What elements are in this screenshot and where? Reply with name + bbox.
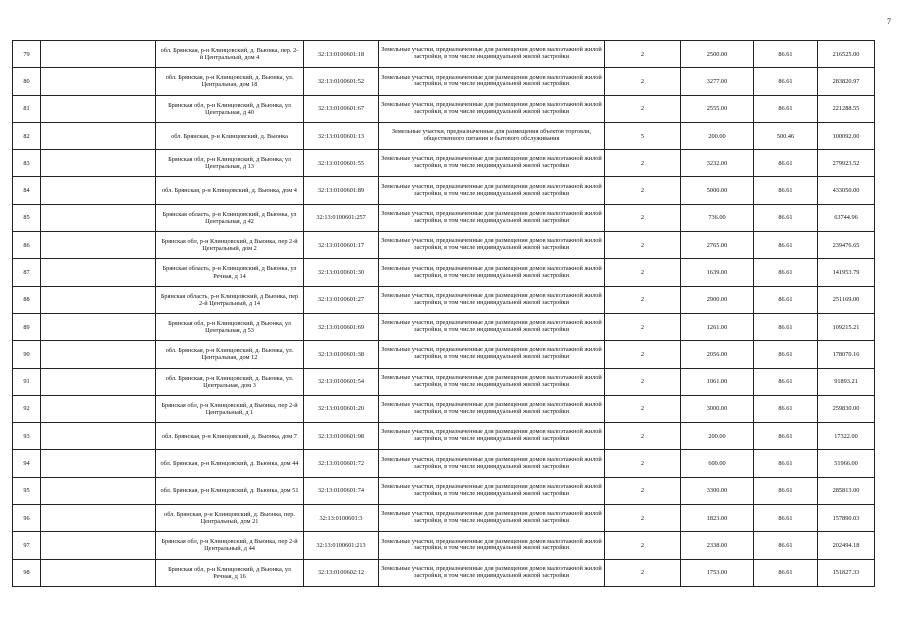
- empty-cell: [41, 423, 156, 450]
- row-number: 80: [13, 68, 41, 95]
- address-cell: Брянская обл, р-н Клинцовский, д Вьюнка, пер 2-й Центральный, д 1: [156, 395, 304, 422]
- empty-cell: [41, 95, 156, 122]
- price-per-unit-cell: 86.61: [754, 95, 818, 122]
- table-row: [13, 150, 875, 177]
- cadastral-value-cell: 202494.18: [818, 532, 875, 559]
- table-body: [13, 41, 875, 587]
- empty-cell: [41, 204, 156, 231]
- cadastral-number-cell: 32:13:0100601:38: [304, 341, 379, 368]
- empty-cell: [41, 150, 156, 177]
- address-cell: Брянская область, р-н Клинцовский, д Вьюнка, ул Центральная, д 42: [156, 204, 304, 231]
- cadastral-number-cell: 32:13:0100601:27: [304, 286, 379, 313]
- address-cell: обл. Брянская, р-н Клинцовский, д. Вьюнка, дом 51: [156, 477, 304, 504]
- cadastral-value-cell: 239476.65: [818, 232, 875, 259]
- area-cell: 2555.00: [681, 95, 754, 122]
- cadastral-value-cell: 283820.97: [818, 68, 875, 95]
- price-per-unit-cell: 86.61: [754, 41, 818, 68]
- area-cell: 2056.00: [681, 341, 754, 368]
- row-number: 85: [13, 204, 41, 231]
- table-row: [13, 532, 875, 559]
- cadastral-number-cell: 32:13:0100601:52: [304, 68, 379, 95]
- price-per-unit-cell: 86.61: [754, 368, 818, 395]
- price-per-unit-cell: 86.61: [754, 313, 818, 340]
- permitted-use-cell: Земельные участки, предназначенные для размещения домов малоэтажной жилой застройки, в том числе индивидуальной жилой застройки: [379, 41, 605, 68]
- row-number: 79: [13, 41, 41, 68]
- category-cell: 2: [605, 505, 681, 532]
- cadastral-number-cell: 32:13:0100601:20: [304, 395, 379, 422]
- address-cell: обл. Брянская, р-н Клинцовский, д. Вьюнка, дом 44: [156, 450, 304, 477]
- cadastral-value-cell: 216525.00: [818, 41, 875, 68]
- row-number: 82: [13, 122, 41, 149]
- table-row: [13, 68, 875, 95]
- cadastral-number-cell: 32:13:0100601:257: [304, 204, 379, 231]
- cadastral-value-cell: 285813.00: [818, 477, 875, 504]
- address-cell: обл. Брянская, р-н Клинцовский, д. Вьюнка, пер. 2-й Центральный, дом 4: [156, 41, 304, 68]
- row-number: 96: [13, 505, 41, 532]
- area-cell: 200.00: [681, 423, 754, 450]
- price-per-unit-cell: 86.61: [754, 150, 818, 177]
- category-cell: 2: [605, 450, 681, 477]
- empty-cell: [41, 177, 156, 204]
- cadastral-value-cell: 17322.00: [818, 423, 875, 450]
- price-per-unit-cell: 86.61: [754, 395, 818, 422]
- category-cell: 2: [605, 477, 681, 504]
- cadastral-value-cell: 251169.00: [818, 286, 875, 313]
- category-cell: 2: [605, 395, 681, 422]
- table-row: [13, 423, 875, 450]
- cadastral-number-cell: 32:13:0100601:30: [304, 259, 379, 286]
- row-number: 94: [13, 450, 41, 477]
- price-per-unit-cell: 86.61: [754, 505, 818, 532]
- page-number: 7: [887, 17, 891, 26]
- cadastral-value-cell: 178070.16: [818, 341, 875, 368]
- table-row: [13, 177, 875, 204]
- category-cell: 2: [605, 150, 681, 177]
- category-cell: 2: [605, 286, 681, 313]
- category-cell: 2: [605, 532, 681, 559]
- row-number: 91: [13, 368, 41, 395]
- permitted-use-cell: Земельные участки, предназначенные для размещения домов малоэтажной жилой застройки, в том числе индивидуальной жилой застройки: [379, 341, 605, 368]
- cadastral-number-cell: 32:13:0100601:69: [304, 313, 379, 340]
- table-row: [13, 313, 875, 340]
- table-row: [13, 122, 875, 149]
- permitted-use-cell: Земельные участки, предназначенные для размещения домов малоэтажной жилой застройки, в том числе индивидуальной жилой застройки: [379, 559, 605, 586]
- cadastral-value-cell: 109215.21: [818, 313, 875, 340]
- permitted-use-cell: Земельные участки, предназначенные для размещения домов малоэтажной жилой застройки, в том числе индивидуальной жилой застройки: [379, 232, 605, 259]
- cadastral-value-cell: 51966.00: [818, 450, 875, 477]
- area-cell: 200.00: [681, 122, 754, 149]
- cadastral-value-cell: 63744.96: [818, 204, 875, 231]
- table-row: [13, 395, 875, 422]
- row-number: 88: [13, 286, 41, 313]
- price-per-unit-cell: 86.61: [754, 423, 818, 450]
- category-cell: 2: [605, 423, 681, 450]
- category-cell: 2: [605, 559, 681, 586]
- address-cell: обл. Брянская, р-н Клинцовский, д. Вьюнка, ул. Центральная, дом 3: [156, 368, 304, 395]
- empty-cell: [41, 122, 156, 149]
- permitted-use-cell: Земельные участки, предназначенные для размещения домов малоэтажной жилой застройки, в том числе индивидуальной жилой застройки: [379, 423, 605, 450]
- address-cell: Брянская обл, р-н Клинцовский, д Вьюнка, ул Центральная, д 40: [156, 95, 304, 122]
- cadastral-number-cell: 32:13:0100601:17: [304, 232, 379, 259]
- row-number: 86: [13, 232, 41, 259]
- cadastral-value-cell: 151827.33: [818, 559, 875, 586]
- cadastral-number-cell: 32:13:0100602:12: [304, 559, 379, 586]
- permitted-use-cell: Земельные участки, предназначенные для размещения домов малоэтажной жилой застройки, в том числе индивидуальной жилой застройки: [379, 505, 605, 532]
- price-per-unit-cell: 86.61: [754, 259, 818, 286]
- cadastral-number-cell: 32:13:0100601:54: [304, 368, 379, 395]
- address-cell: Брянская обл, р-н Клинцовский, д Вьюнка, пер 2-й Центральный, д 44: [156, 532, 304, 559]
- cadastral-value-cell: 91893.21: [818, 368, 875, 395]
- row-number: 83: [13, 150, 41, 177]
- cadastral-number-cell: 32:13:0100601:72: [304, 450, 379, 477]
- table-row: [13, 341, 875, 368]
- empty-cell: [41, 313, 156, 340]
- empty-cell: [41, 259, 156, 286]
- category-cell: 2: [605, 95, 681, 122]
- table-row: [13, 259, 875, 286]
- permitted-use-cell: Земельные участки, предназначенные для размещения домов малоэтажной жилой застройки, в том числе индивидуальной жилой застройки: [379, 150, 605, 177]
- empty-cell: [41, 450, 156, 477]
- permitted-use-cell: Земельные участки, предназначенные для размещения домов малоэтажной жилой застройки, в том числе индивидуальной жилой застройки: [379, 204, 605, 231]
- price-per-unit-cell: 86.61: [754, 286, 818, 313]
- empty-cell: [41, 532, 156, 559]
- row-number: 92: [13, 395, 41, 422]
- area-cell: 2338.00: [681, 532, 754, 559]
- price-per-unit-cell: 86.61: [754, 477, 818, 504]
- empty-cell: [41, 559, 156, 586]
- permitted-use-cell: Земельные участки, предназначенные для размещения домов малоэтажной жилой застройки, в том числе индивидуальной жилой застройки: [379, 395, 605, 422]
- cadastral-value-cell: 259830.00: [818, 395, 875, 422]
- area-cell: 2765.00: [681, 232, 754, 259]
- cadastral-number-cell: 32:13:0100601:55: [304, 150, 379, 177]
- permitted-use-cell: Земельные участки, предназначенные для размещения домов малоэтажной жилой застройки, в том числе индивидуальной жилой застройки: [379, 286, 605, 313]
- category-cell: 5: [605, 122, 681, 149]
- category-cell: 2: [605, 204, 681, 231]
- price-per-unit-cell: 86.61: [754, 204, 818, 231]
- address-cell: Брянская обл, р-н Клинцовский, д Вьюнка, пер 2-й Центральный, дом 2: [156, 232, 304, 259]
- area-cell: 2900.00: [681, 286, 754, 313]
- empty-cell: [41, 368, 156, 395]
- cadastral-number-cell: 32:13:0100601:18: [304, 41, 379, 68]
- table-row: [13, 477, 875, 504]
- table-row: [13, 95, 875, 122]
- price-per-unit-cell: 86.61: [754, 559, 818, 586]
- permitted-use-cell: Земельные участки, предназначенные для размещения домов малоэтажной жилой застройки, в том числе индивидуальной жилой застройки: [379, 477, 605, 504]
- area-cell: 1753.00: [681, 559, 754, 586]
- price-per-unit-cell: 86.61: [754, 68, 818, 95]
- area-cell: 3232.00: [681, 150, 754, 177]
- category-cell: 2: [605, 259, 681, 286]
- address-cell: Брянская обл, р-н Клинцовский, д Вьюнка, ул Речная, д 16: [156, 559, 304, 586]
- category-cell: 2: [605, 68, 681, 95]
- price-per-unit-cell: 86.61: [754, 341, 818, 368]
- row-number: 98: [13, 559, 41, 586]
- cadastral-number-cell: 32:13:0100601:13: [304, 122, 379, 149]
- permitted-use-cell: Земельные участки, предназначенные для размещения домов малоэтажной жилой застройки, в том числе индивидуальной жилой застройки: [379, 95, 605, 122]
- row-number: 87: [13, 259, 41, 286]
- address-cell: обл. Брянская, р-н Клинцовский, д. Вьюнка, дом 7: [156, 423, 304, 450]
- area-cell: 5000.00: [681, 177, 754, 204]
- area-cell: 1639.00: [681, 259, 754, 286]
- address-cell: обл. Брянская, р-н Клинцовский, д. Вьюнка: [156, 122, 304, 149]
- permitted-use-cell: Земельные участки, предназначенные для размещения домов малоэтажной жилой застройки, в том числе индивидуальной жилой застройки: [379, 450, 605, 477]
- cadastral-value-cell: 279923.52: [818, 150, 875, 177]
- row-number: 95: [13, 477, 41, 504]
- cadastral-number-cell: 32:13:0100601:74: [304, 477, 379, 504]
- area-cell: 1823.00: [681, 505, 754, 532]
- row-number: 90: [13, 341, 41, 368]
- area-cell: 3277.00: [681, 68, 754, 95]
- table-row: [13, 286, 875, 313]
- table-row: [13, 204, 875, 231]
- area-cell: 736.00: [681, 204, 754, 231]
- permitted-use-cell: Земельные участки, предназначенные для размещения домов малоэтажной жилой застройки, в том числе индивидуальной жилой застройки: [379, 532, 605, 559]
- price-per-unit-cell: 500.46: [754, 122, 818, 149]
- empty-cell: [41, 232, 156, 259]
- empty-cell: [41, 68, 156, 95]
- row-number: 93: [13, 423, 41, 450]
- row-number: 97: [13, 532, 41, 559]
- row-number: 89: [13, 313, 41, 340]
- address-cell: обл. Брянская, р-н Клинцовский, д. Вьюнка, ул. Центральная, дом 18: [156, 68, 304, 95]
- address-cell: Брянская обл, р-н Клинцовский, д Вьюнка, ул Центральная, д 53: [156, 313, 304, 340]
- row-number: 84: [13, 177, 41, 204]
- table-row: [13, 450, 875, 477]
- empty-cell: [41, 477, 156, 504]
- permitted-use-cell: Земельные участки, предназначенные для размещения домов малоэтажной жилой застройки, в том числе индивидуальной жилой застройки: [379, 259, 605, 286]
- address-cell: Брянская область, р-н Клинцовский, д Вьюнка, пер 2-й Центральный, д 14: [156, 286, 304, 313]
- area-cell: 3000.00: [681, 395, 754, 422]
- cadastral-number-cell: 32:13:0100601:89: [304, 177, 379, 204]
- category-cell: 2: [605, 341, 681, 368]
- area-cell: 1261.00: [681, 313, 754, 340]
- empty-cell: [41, 286, 156, 313]
- category-cell: 2: [605, 313, 681, 340]
- table-row: [13, 559, 875, 586]
- category-cell: 2: [605, 41, 681, 68]
- permitted-use-cell: Земельные участки, предназначенные для размещения домов малоэтажной жилой застройки, в том числе индивидуальной жилой застройки: [379, 68, 605, 95]
- address-cell: обл. Брянская, р-н Клинцовский, д. Вьюнка, дом 4: [156, 177, 304, 204]
- table-row: [13, 368, 875, 395]
- permitted-use-cell: Земельные участки, предназначенные для размещения домов малоэтажной жилой застройки, в том числе индивидуальной жилой застройки: [379, 313, 605, 340]
- cadastral-number-cell: 32:13:0100601:213: [304, 532, 379, 559]
- empty-cell: [41, 505, 156, 532]
- row-number: 81: [13, 95, 41, 122]
- address-cell: обл. Брянская, р-н Клинцовский, д. Вьюнка, ул. Центральная, дом 12: [156, 341, 304, 368]
- cadastral-value-cell: 433050.00: [818, 177, 875, 204]
- area-cell: 2500.00: [681, 41, 754, 68]
- cadastral-number-cell: 32:13:0100601:67: [304, 95, 379, 122]
- area-cell: 1061.00: [681, 368, 754, 395]
- cadastral-value-cell: 157890.03: [818, 505, 875, 532]
- area-cell: 600.00: [681, 450, 754, 477]
- table-row: [13, 505, 875, 532]
- price-per-unit-cell: 86.61: [754, 232, 818, 259]
- category-cell: 2: [605, 232, 681, 259]
- price-per-unit-cell: 86.61: [754, 450, 818, 477]
- address-cell: обл. Брянская, р-н Клинцовский, д. Вьюнка, пер. Центральный, дом 21: [156, 505, 304, 532]
- empty-cell: [41, 395, 156, 422]
- land-plots-table: [12, 40, 875, 587]
- table-row: [13, 41, 875, 68]
- permitted-use-cell: Земельные участки, предназначенные для размещения объектов торговли, общественного питания и бытового обслуживания: [379, 122, 605, 149]
- permitted-use-cell: Земельные участки, предназначенные для размещения домов малоэтажной жилой застройки, в том числе индивидуальной жилой застройки: [379, 177, 605, 204]
- category-cell: 2: [605, 368, 681, 395]
- address-cell: Брянская обл, р-н Клинцовский, д Вьюнка, ул Центральная, д 13: [156, 150, 304, 177]
- category-cell: 2: [605, 177, 681, 204]
- empty-cell: [41, 341, 156, 368]
- price-per-unit-cell: 86.61: [754, 532, 818, 559]
- empty-cell: [41, 41, 156, 68]
- cadastral-value-cell: 221288.55: [818, 95, 875, 122]
- permitted-use-cell: Земельные участки, предназначенные для размещения домов малоэтажной жилой застройки, в том числе индивидуальной жилой застройки: [379, 368, 605, 395]
- address-cell: Брянская область, р-н Клинцовский, д Вьюнка, ул Речная, д 14: [156, 259, 304, 286]
- cadastral-number-cell: 32:13:0100601:98: [304, 423, 379, 450]
- cadastral-value-cell: 100092.00: [818, 122, 875, 149]
- cadastral-value-cell: 141953.79: [818, 259, 875, 286]
- area-cell: 3300.00: [681, 477, 754, 504]
- table-row: [13, 232, 875, 259]
- price-per-unit-cell: 86.61: [754, 177, 818, 204]
- cadastral-number-cell: 32:13:0100601:3: [304, 505, 379, 532]
